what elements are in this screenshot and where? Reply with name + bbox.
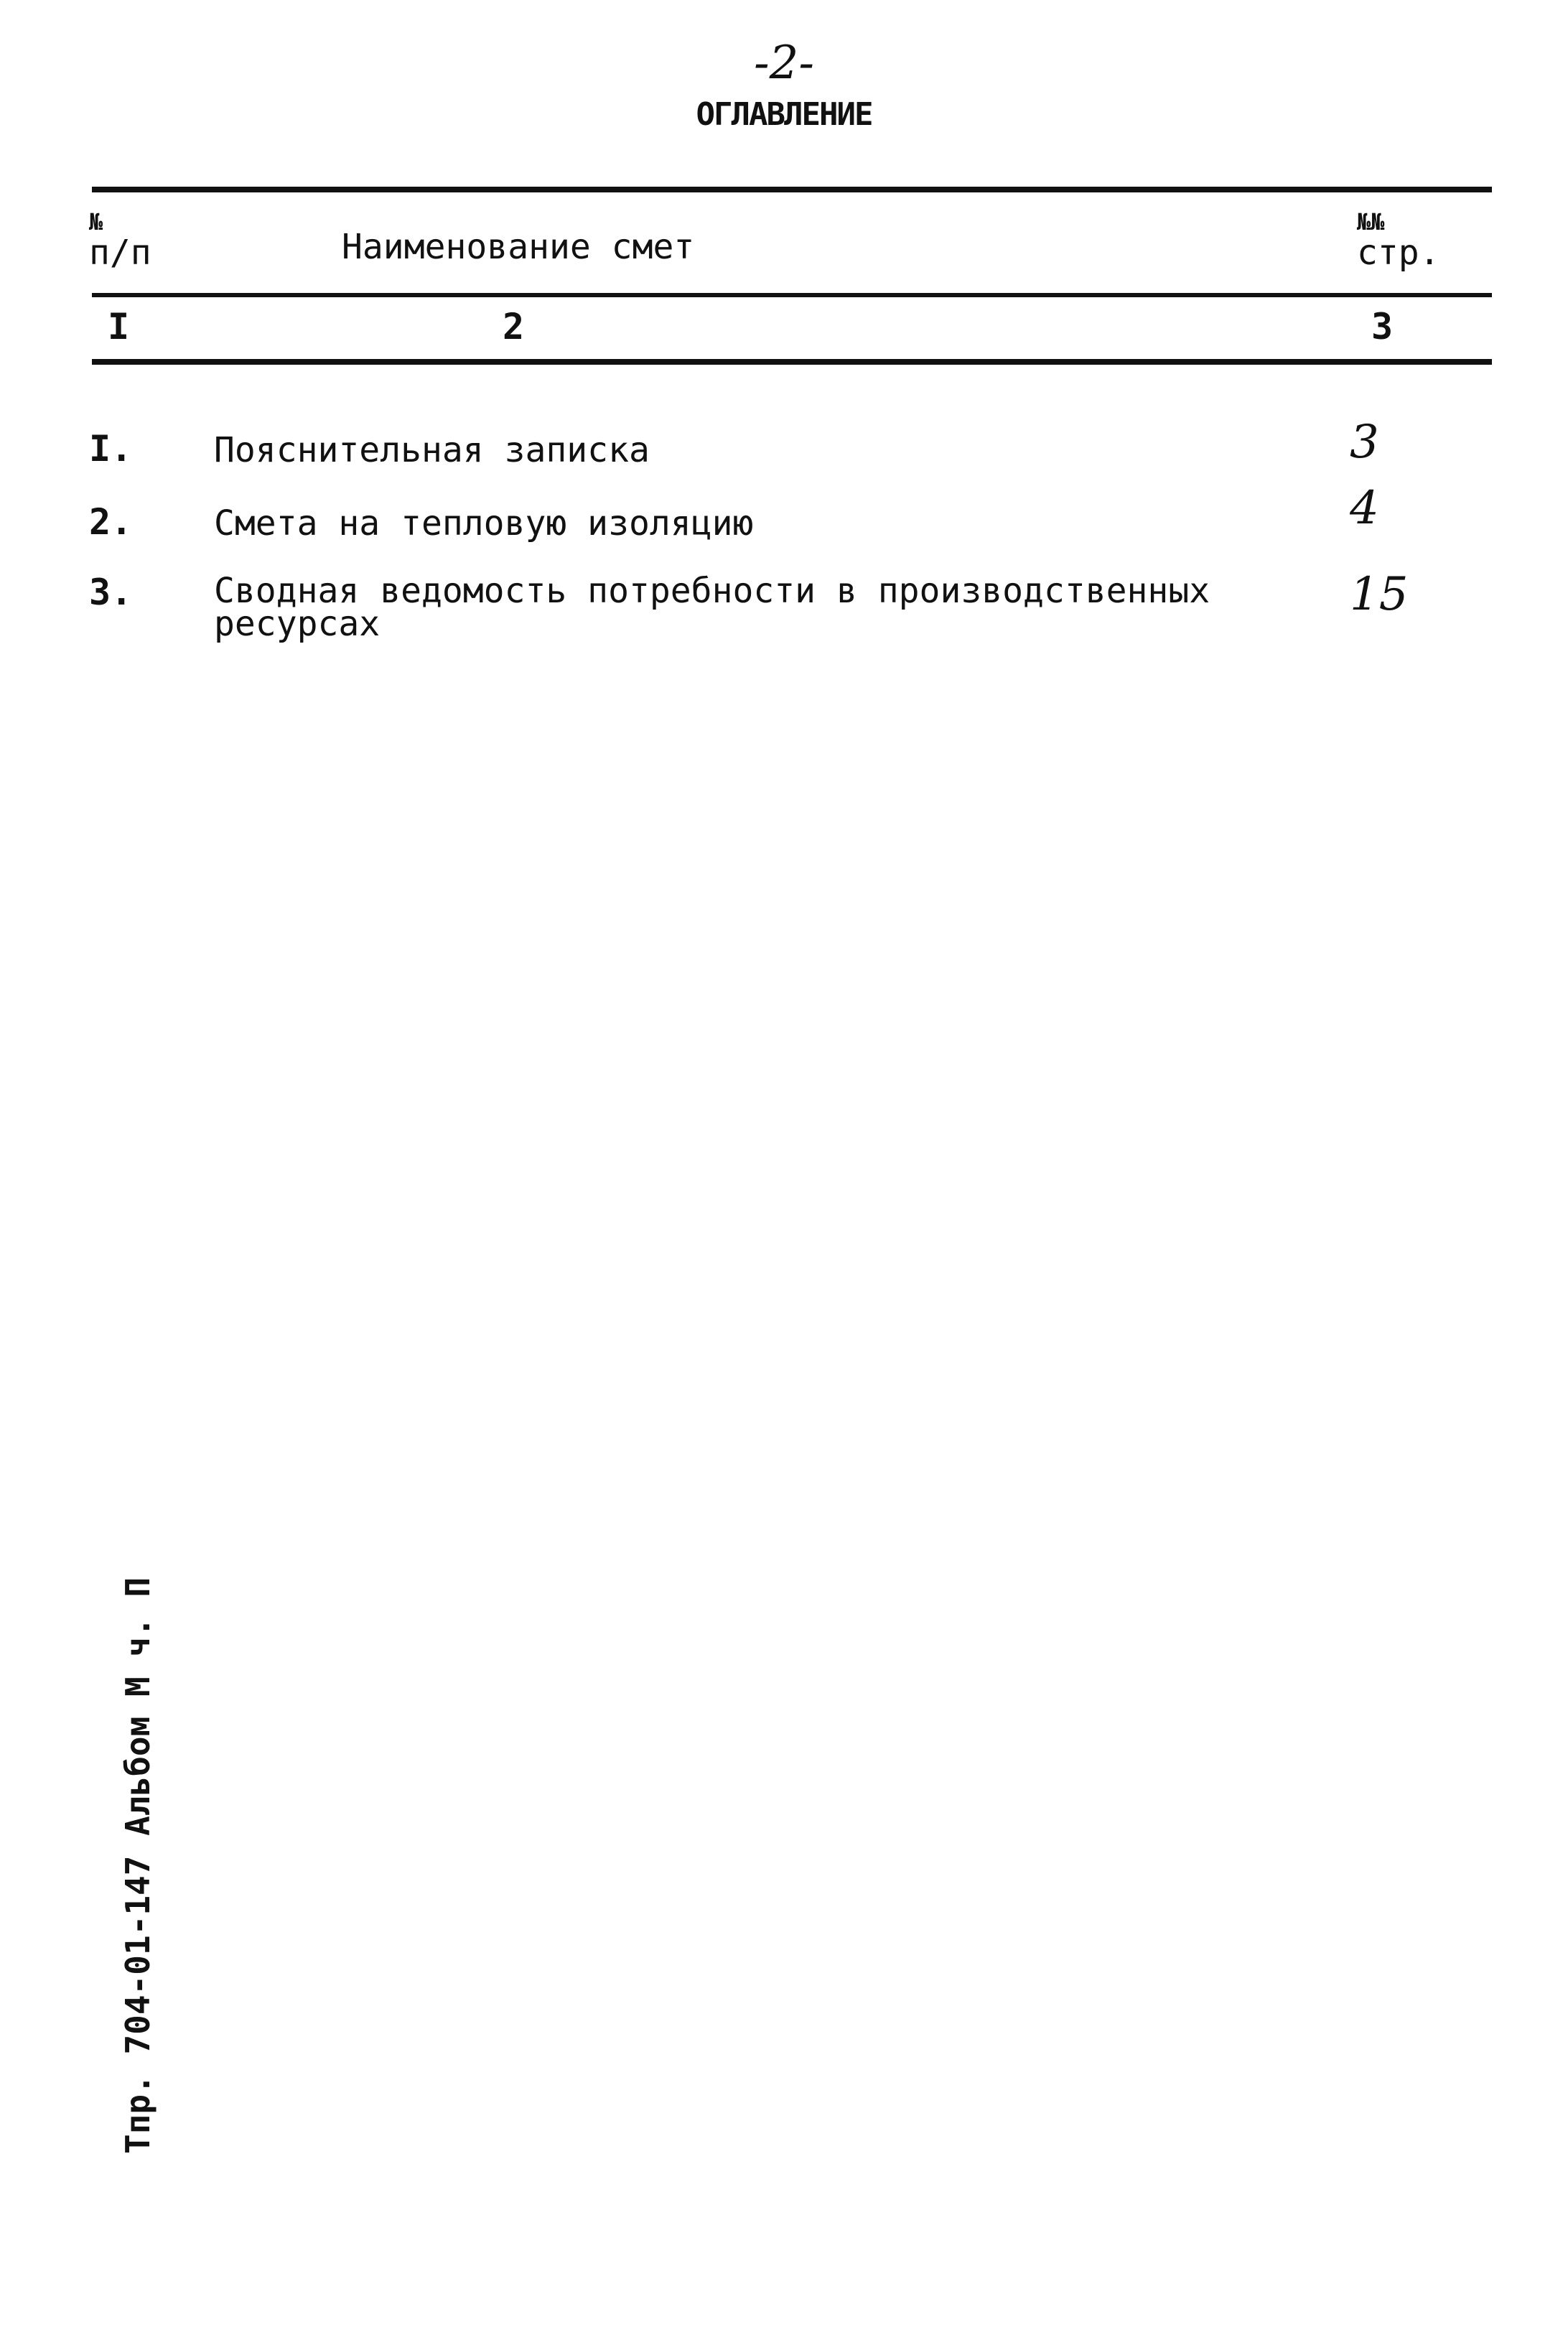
side-stamp: Тпр. 704-01-147 Альбом М ч. П (118, 1577, 157, 2154)
page-label: стр. (1357, 233, 1440, 273)
header-divider-rule (92, 293, 1492, 297)
row-2-name: Смета на тепловую изоляцию (214, 503, 754, 544)
header-page (1357, 210, 1486, 271)
row-1-page: 3 (1350, 416, 1379, 469)
header-row-number (89, 210, 204, 271)
column-number-3: 3 (1371, 306, 1394, 348)
table-top-rule (92, 187, 1492, 192)
row-2-page: 4 (1350, 482, 1379, 535)
row-1-name: Пояснительная записка (214, 430, 650, 470)
row-3-name: Сводная ведомость потребности в производственных ресурсах (214, 571, 1210, 644)
row-1-number: I. (89, 428, 133, 470)
number-mark: № (89, 208, 103, 235)
column-number-2: 2 (503, 306, 525, 348)
page-number: -2- (754, 37, 814, 90)
column-number-1: I (108, 306, 130, 348)
row-2-number: 2. (89, 501, 133, 543)
header-estimate-name: Наименование смет (342, 227, 695, 267)
document-title: ОГЛАВЛЕНИЕ (696, 96, 872, 133)
table-header-bottom-rule (92, 359, 1492, 365)
row-3-number: 3. (89, 572, 133, 613)
row-3-page: 15 (1350, 568, 1409, 621)
page-mark: №№ (1357, 208, 1385, 235)
number-label: п/п (89, 233, 151, 273)
